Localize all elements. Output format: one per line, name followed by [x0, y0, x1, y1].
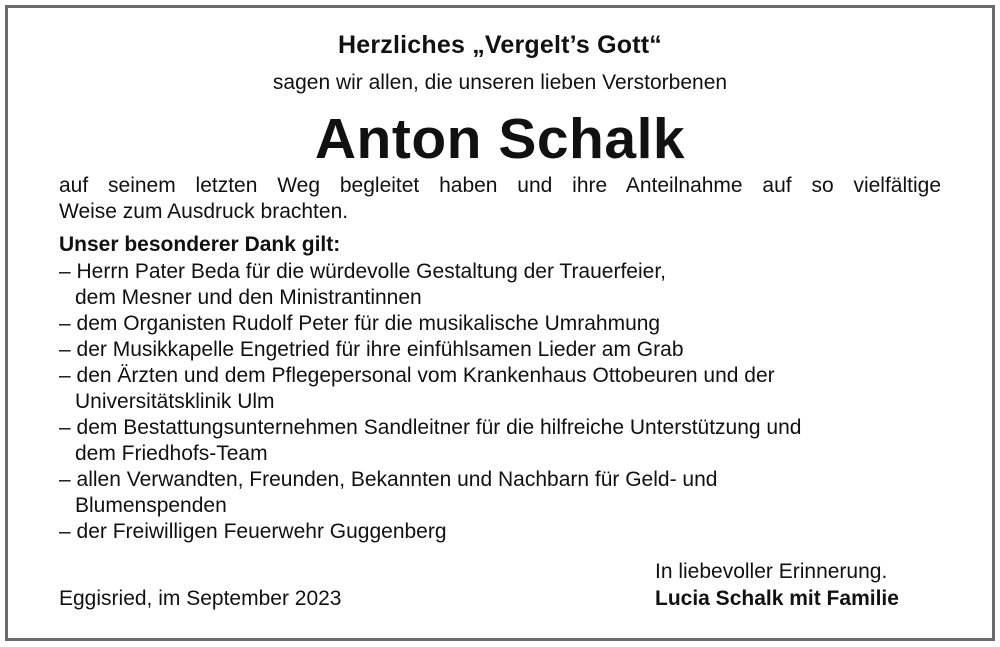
thanks-line-continued: Universitätsklinik Ulm: [75, 390, 275, 413]
thanks-item: [59, 467, 959, 519]
signature: Lucia Schalk mit Familie: [655, 587, 899, 610]
thanks-line-continued: dem Mesner und den Ministrantinnen: [75, 286, 422, 309]
notice-subheading: sagen wir allen, die unseren lieben Verstorbenen: [272, 71, 728, 94]
intro-line: Weise zum Ausdruck brachten.: [59, 200, 349, 223]
notice-heading: Herzliches „Vergelt’s Gott“: [337, 31, 662, 59]
closing-phrase: In liebevoller Erinnerung.: [655, 560, 888, 583]
thanks-line: – den Ärzten und dem Pflegepersonal vom Krankenhaus Ottobeuren und der: [59, 364, 775, 387]
thanks-item: [59, 259, 959, 311]
thanks-list: [59, 259, 959, 545]
thanks-item: [59, 519, 959, 545]
thanks-line-continued: dem Friedhofs-Team: [75, 442, 268, 465]
thanks-item: [59, 337, 959, 363]
thanks-item: [59, 311, 959, 337]
thanks-line: – der Freiwilligen Feuerwehr Guggenberg: [59, 520, 447, 543]
thanks-item: [59, 363, 959, 415]
thanks-line: – dem Organisten Rudolf Peter für die musikalische Umrahmung: [59, 312, 661, 335]
deceased-name: Anton Schalk: [314, 107, 686, 171]
place-date: Eggisried, im September 2023: [59, 587, 342, 610]
thanks-line: – allen Verwandten, Freunden, Bekannten und Nachbarn für Geld- und: [59, 468, 718, 491]
intro-line: auf seinem letzten Weg begleitet haben und ihre Anteilnahme auf so vielfältige: [59, 174, 941, 197]
thanks-line: – Herrn Pater Beda für die würdevolle Gestaltung der Trauerfeier,: [59, 260, 666, 283]
thanks-line: – dem Bestattungsunternehmen Sandleitner für die hilfreiche Unterstützung und: [59, 416, 802, 439]
thanks-line: – der Musikkapelle Engetried für ihre einfühlsamen Lieder am Grab: [59, 338, 684, 361]
intro-text: [59, 173, 941, 225]
thanks-title: Unser besonderer Dank gilt:: [59, 233, 341, 256]
thanks-item: [59, 415, 959, 467]
thanks-line-continued: Blumenspenden: [75, 494, 227, 517]
